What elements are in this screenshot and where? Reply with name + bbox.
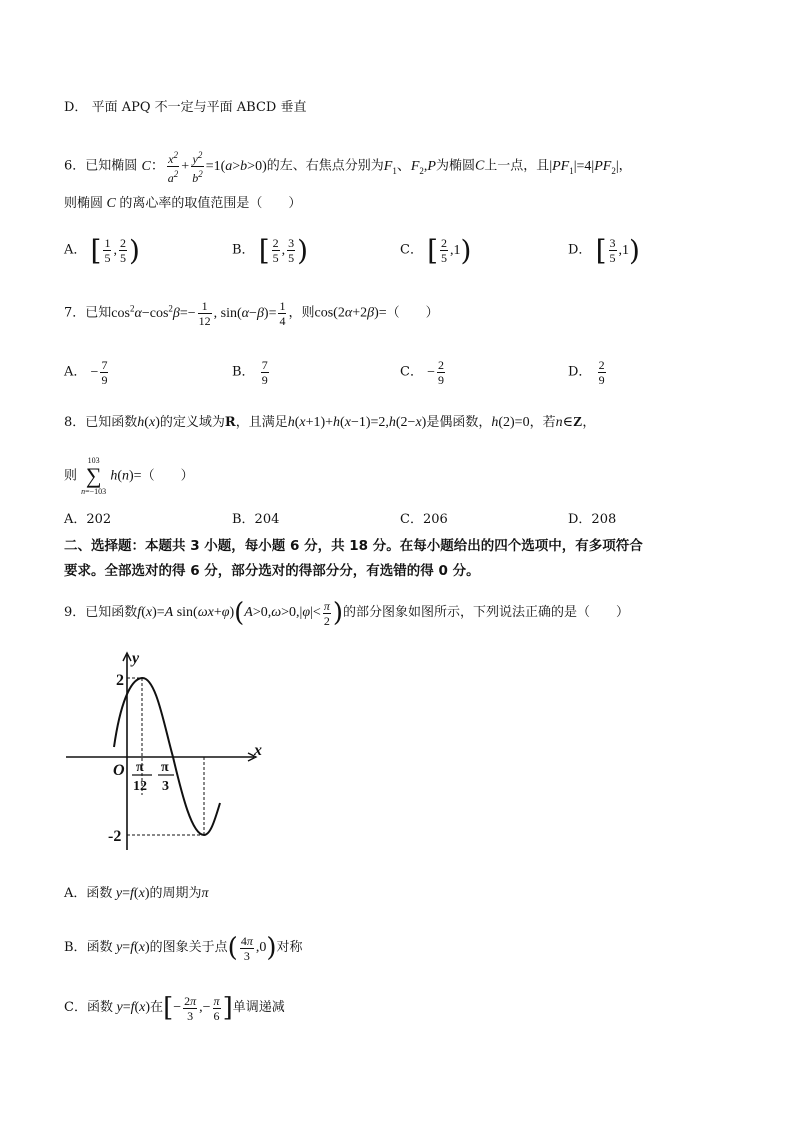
y-axis-label: y [132,650,140,667]
q8-condition: h(x+1)+h(x−1)=2,h(2−x) [287,415,427,430]
q6-option-b[interactable] [232,233,309,267]
y-min-label: -2 [108,828,122,845]
q9-option-b[interactable] [64,930,303,966]
question-number: 7． [64,305,86,321]
q6-option-d[interactable] [568,233,640,267]
option-value: [ $\frac{3}{5}$ ,1) [595,233,640,267]
pi: π [201,886,209,901]
hn: h(n)= [110,468,142,484]
question-number: 8． [64,415,86,430]
q7-option-a[interactable] [64,358,110,387]
option-text: 对称 [276,940,303,956]
summation: 103 ∑ n=−103 [81,456,107,496]
tick1-numerator: π [136,760,144,775]
y-fx: y=f(x) [112,940,150,956]
question-text: 的左、右焦点分别为 [266,158,384,174]
q8-option-b[interactable]: B．204 [232,512,280,527]
option-text: 的周期为 [149,886,202,901]
question-text: 的部分图象如图所示，下列说法正确的是（ ） [342,605,629,621]
option-value: [ $\frac{2}{5}$ ,1) [427,233,472,267]
option-label: C． [400,364,423,380]
section-2-heading-line1: 二、选择题：本题共 3 小题，每小题 6 分，共 18 分。在每小题给出的四个选项中，有多项符合 [64,538,643,554]
option-text: 平面 APQ 不一定与平面 ABCD 垂直 [91,100,307,115]
focal-condition: $|PF_1|=4|PF_2|$ [549,158,619,176]
tick2-denominator: 3 [162,779,169,794]
option-value: [ $\frac{1}{5}$ , $\frac{2}{5}$ ) [90,233,140,267]
section-2-heading-line2: 要求。全部选对的得 6 分，部分选对的得部分分，有选错的得 0 分。 [64,563,480,579]
h-2: h(2)=0 [491,415,530,430]
question-text: 是偶函数， [426,415,492,430]
question-text: 则椭圆 [64,196,104,211]
origin-label: O [113,762,125,779]
question-number: 9． [64,605,86,621]
q9-function: f(x)=A sin(ωx+φ)(A>0,ω>0,|φ|< $\frac{\pi}{2}$ ) [137,598,343,628]
option-label: B． [232,364,255,380]
option-text: 单调递减 [232,1000,285,1016]
option-label: C． [64,1000,87,1016]
q9-option-c[interactable] [64,990,285,1026]
option-label: A． [64,364,87,380]
question-text: 已知椭圆 [85,158,138,174]
q8-option-d[interactable]: D．208 [568,512,617,527]
h-x: h(x) [137,415,160,430]
symmetry-point: ( $\frac{4\pi}{3}$ ,0) [227,933,277,963]
option-value: $\frac{2}{9}$ [598,358,605,387]
question-6-line2 [64,194,301,214]
option-value: − $\frac{7}{9}$ [90,358,108,387]
option-label: D． [568,242,592,258]
question-text: （ ） [141,468,194,484]
question-7 [64,294,439,328]
option-label: D． [64,100,88,115]
tick2-numerator: π [161,760,169,775]
question-text: 上一点，且 [484,158,550,174]
q7-option-d[interactable] [568,358,608,387]
ellipse-c: C [474,158,485,174]
y-fx: y=f(x) [112,886,150,901]
option-label: C． [400,242,423,258]
question-text: 的离心率的取值范围是（ ） [119,196,302,211]
option-label: A． [64,886,87,901]
q7-condition: $\cos^2\alpha-\cos^2\beta=-$ $\frac{1}{12}$ , sin(α−β)= $\frac{1}{4}$ [111,298,286,328]
q8-option-a[interactable]: A．202 [64,512,112,527]
question-text: 的定义域为 [159,415,225,430]
n-in-z: n∈Z [555,415,583,430]
question-8: 8．已知函数h(x)的定义域为R，且满足h(x+1)+h(x−1)=2,h(2−x)是偶函数，h(2)=0，若n∈Z， [64,415,596,430]
question-text: 则 [64,468,78,484]
ellipse-c: C [103,196,120,211]
question-text: 已知函数 [85,415,138,430]
option-label: B． [232,242,255,258]
option-text: 函数 [86,1000,113,1016]
option-value: − $\frac{2}{9}$ [427,358,444,387]
option-text: 函数 [86,886,113,901]
y-fx: y=f(x) [112,1000,151,1016]
question-text: ，且满足 [235,415,288,430]
option-text: 的图象关于点 [149,940,228,956]
question-6: 6．已知椭圆 C： $\frac{x^2}{a^2}$ + $\frac{y^2}{b^2}$ =1(a>b>0)的左、右焦点分别为$F_1$、$F_2,P$为椭圆C上一点，且$|PF_1|=4|PF_2|$， [64,150,632,185]
q6-option-a[interactable] [64,233,140,267]
question-text: 已知函数 [85,605,138,621]
option-text: 函数 [86,940,113,956]
question-text: ，若 [529,415,556,430]
question-9 [64,598,629,628]
question-text: 已知 [85,305,112,321]
q6-option-c[interactable] [400,233,472,267]
option-label: B． [64,940,87,956]
x-axis-label: x [254,742,262,759]
tick1-denominator: 12 [133,779,147,794]
option-value: [ $\frac{2}{5}$ , $\frac{3}{5}$ ) [258,233,309,267]
question-number: 6． [64,158,86,174]
question-text: ，则 [288,305,315,321]
question-text: 为椭圆 [435,158,475,174]
option-value: $\frac{7}{9}$ [261,358,268,387]
option-label: D． [568,364,592,380]
q7-option-c[interactable] [400,358,447,387]
q7-target: cos(2α+2β)= [314,305,387,321]
q7-option-b[interactable] [232,358,271,387]
q5-option-d [64,98,306,118]
option-label: A． [64,242,87,258]
y-max-label: 2 [116,672,124,689]
q8-option-c[interactable]: C．206 [400,512,448,527]
question-text: （ ） [386,305,439,321]
interval: [− $\frac{2\pi}{3}$ ,− $\frac{\pi}{6}$ ] [163,993,233,1023]
option-text: 在 [150,1000,164,1016]
ellipse-equation: C： $\frac{x^2}{a^2}$ + $\frac{y^2}{b^2}$ =1(a>b>0) [141,150,267,185]
sine-graph [64,645,274,855]
q9-option-a[interactable] [64,884,209,904]
question-8-line2 [64,456,194,496]
foci-math: $F_1$、$F_2,P$ [383,158,436,176]
